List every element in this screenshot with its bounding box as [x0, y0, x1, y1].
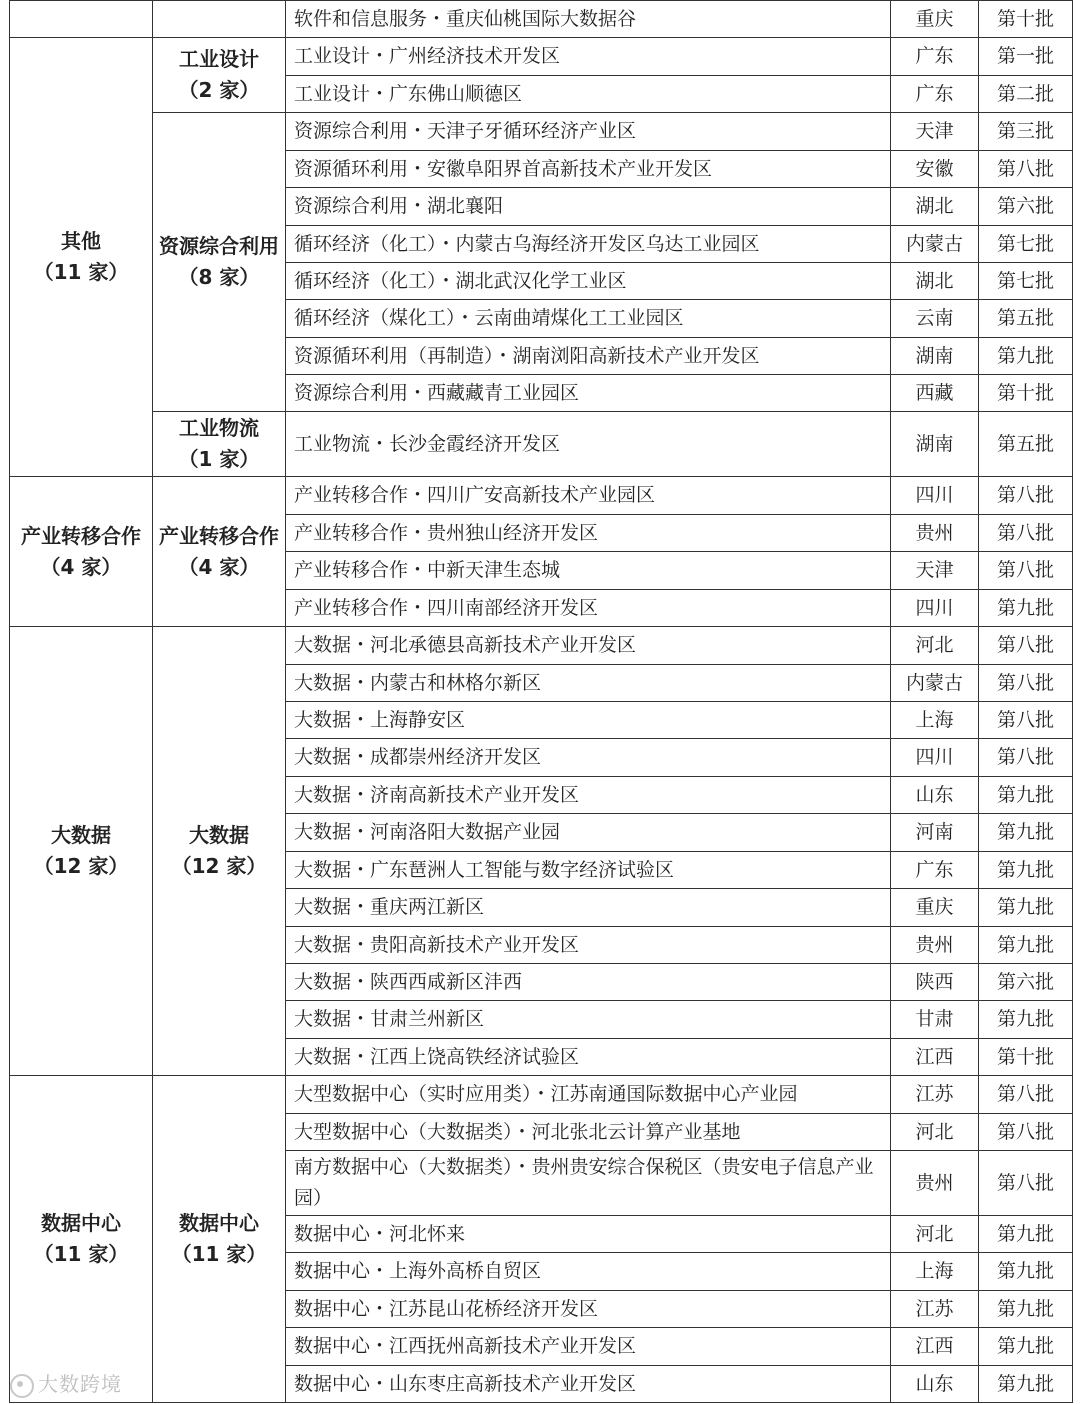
batch-cell: 第五批	[979, 300, 1073, 338]
subcategory-cell	[153, 1076, 286, 1403]
batch-cell: 第八批	[979, 665, 1073, 702]
watermark	[10, 1368, 122, 1398]
park-name-cell: 资源循环利用・安徽阜阳界首高新技术产业开发区	[286, 151, 891, 188]
province-cell: 湖南	[891, 338, 979, 375]
batch-cell: 第十批	[979, 375, 1073, 412]
batch-cell: 第八批	[979, 739, 1073, 777]
subcategory-cell-count: （2 家）	[178, 78, 260, 102]
park-name-cell: 软件和信息服务・重庆仙桃国际大数据谷	[286, 1, 891, 38]
province-cell: 云南	[891, 300, 979, 338]
table-row	[10, 477, 1073, 515]
category-cell-label: 大数据	[51, 823, 111, 847]
subcategory-cell-label: 资源综合利用	[159, 234, 279, 258]
province-cell: 河北	[891, 1114, 979, 1151]
province-cell: 四川	[891, 477, 979, 515]
park-name-cell: 大型数据中心（实时应用类）・江苏南通国际数据中心产业园	[286, 1076, 891, 1114]
subcategory-cell-label: 数据中心	[179, 1211, 259, 1235]
batch-cell: 第十批	[979, 1, 1073, 38]
park-name-cell: 数据中心・江西抚州高新技术产业开发区	[286, 1328, 891, 1366]
province-cell: 内蒙古	[891, 226, 979, 263]
park-name-cell: 工业设计・广州经济技术开发区	[286, 38, 891, 76]
category-cell-label: 产业转移合作	[21, 523, 141, 548]
province-cell: 湖北	[891, 188, 979, 226]
park-name-cell: 大数据・成都崇州经济开发区	[286, 739, 891, 777]
park-name-cell: 大数据・上海静安区	[286, 702, 891, 739]
batch-cell: 第九批	[979, 927, 1073, 964]
batch-cell: 第八批	[979, 1076, 1073, 1114]
subcategory-cell	[153, 38, 286, 113]
category-cell-count: （11 家）	[33, 260, 129, 284]
subcategory-cell-count: （4 家）	[178, 554, 260, 579]
category-cell	[10, 38, 153, 477]
province-cell: 湖南	[891, 412, 979, 477]
province-cell: 广东	[891, 852, 979, 889]
category-cell-label: 其他	[61, 229, 101, 253]
park-name-cell: 数据中心・江苏昆山花桥经济开发区	[286, 1291, 891, 1328]
batch-cell: 第九批	[979, 777, 1073, 814]
category-cell-empty	[10, 1, 153, 38]
province-cell: 天津	[891, 552, 979, 590]
park-name-cell: 大数据・陕西西咸新区沣西	[286, 964, 891, 1001]
table-row	[10, 1, 1073, 38]
park-name-cell: 工业物流・长沙金霞经济开发区	[286, 412, 891, 477]
category-cell	[10, 1076, 153, 1403]
batch-cell: 第五批	[979, 412, 1073, 477]
watermark-logo-icon	[10, 1374, 34, 1398]
park-name-cell: 大数据・河北承德县高新技术产业开发区	[286, 627, 891, 665]
subcategory-cell	[153, 477, 286, 627]
park-name-cell: 资源循环利用（再制造）・湖南浏阳高新技术产业开发区	[286, 338, 891, 375]
park-name-cell: 大数据・内蒙古和林格尔新区	[286, 665, 891, 702]
park-name-cell: 数据中心・河北怀来	[286, 1216, 891, 1253]
batch-cell: 第九批	[979, 1328, 1073, 1366]
category-cell	[10, 627, 153, 1076]
park-name-cell: 产业转移合作・贵州独山经济开发区	[286, 515, 891, 552]
province-cell: 河北	[891, 1216, 979, 1253]
province-cell: 江苏	[891, 1291, 979, 1328]
batch-cell: 第八批	[979, 151, 1073, 188]
batch-cell: 第八批	[979, 477, 1073, 515]
industrial-park-table	[9, 0, 1073, 1403]
park-name-cell: 循环经济（化工）・湖北武汉化学工业区	[286, 263, 891, 300]
park-name-cell: 数据中心・山东枣庄高新技术产业开发区	[286, 1366, 891, 1403]
province-cell: 广东	[891, 38, 979, 76]
batch-cell: 第九批	[979, 814, 1073, 852]
subcategory-cell	[153, 113, 286, 412]
park-name-cell: 大数据・贵阳高新技术产业开发区	[286, 927, 891, 964]
table-row	[10, 113, 1073, 151]
province-cell: 湖北	[891, 263, 979, 300]
batch-cell: 第六批	[979, 188, 1073, 226]
province-cell: 山东	[891, 1366, 979, 1403]
park-name-cell: 资源综合利用・湖北襄阳	[286, 188, 891, 226]
park-name-cell: 大数据・江西上饶高铁经济试验区	[286, 1039, 891, 1076]
batch-cell: 第九批	[979, 338, 1073, 375]
batch-cell: 第九批	[979, 1253, 1073, 1291]
subcategory-cell-label: 工业物流	[179, 416, 259, 440]
park-name-cell: 资源综合利用・天津子牙循环经济产业区	[286, 113, 891, 151]
park-name-cell: 大数据・河南洛阳大数据产业园	[286, 814, 891, 852]
batch-cell: 第九批	[979, 1291, 1073, 1328]
park-name-cell: 数据中心・上海外高桥自贸区	[286, 1253, 891, 1291]
province-cell: 江西	[891, 1328, 979, 1366]
subcategory-cell-label: 产业转移合作	[159, 523, 279, 548]
table-row	[10, 38, 1073, 76]
province-cell: 四川	[891, 739, 979, 777]
batch-cell: 第十批	[979, 1039, 1073, 1076]
category-cell-count: （12 家）	[33, 854, 129, 878]
park-name-cell: 大数据・重庆两江新区	[286, 889, 891, 927]
subcategory-cell-count: （8 家）	[178, 265, 260, 289]
watermark-text: 大数跨境	[38, 1372, 122, 1396]
park-name-cell: 大数据・济南高新技术产业开发区	[286, 777, 891, 814]
province-cell: 贵州	[891, 927, 979, 964]
batch-cell: 第六批	[979, 964, 1073, 1001]
batch-cell: 第三批	[979, 113, 1073, 151]
park-name-cell: 产业转移合作・四川南部经济开发区	[286, 590, 891, 627]
park-name-cell: 循环经济（化工）・内蒙古乌海经济开发区乌达工业园区	[286, 226, 891, 263]
province-cell: 重庆	[891, 1, 979, 38]
category-cell-count: （11 家）	[33, 1242, 129, 1266]
batch-cell: 第七批	[979, 226, 1073, 263]
category-cell	[10, 477, 153, 627]
subcategory-cell-count: （1 家）	[178, 447, 260, 471]
province-cell: 贵州	[891, 1151, 979, 1216]
table-row	[10, 627, 1073, 665]
subcategory-cell-label: 工业设计	[179, 47, 259, 71]
subcategory-cell-label: 大数据	[189, 823, 249, 847]
province-cell: 安徽	[891, 151, 979, 188]
subcategory-cell-empty	[153, 1, 286, 38]
province-cell: 河南	[891, 814, 979, 852]
batch-cell: 第八批	[979, 1151, 1073, 1216]
batch-cell: 第八批	[979, 1114, 1073, 1151]
province-cell: 天津	[891, 113, 979, 151]
batch-cell: 第九批	[979, 1001, 1073, 1039]
province-cell: 四川	[891, 590, 979, 627]
province-cell: 陕西	[891, 964, 979, 1001]
batch-cell: 第八批	[979, 515, 1073, 552]
province-cell: 广东	[891, 76, 979, 113]
category-cell-label: 数据中心	[41, 1211, 121, 1235]
province-cell: 上海	[891, 702, 979, 739]
subcategory-cell-count: （12 家）	[171, 854, 267, 878]
batch-cell: 第九批	[979, 590, 1073, 627]
subcategory-cell-count: （11 家）	[171, 1242, 267, 1266]
province-cell: 江西	[891, 1039, 979, 1076]
park-name-cell: 工业设计・广东佛山顺德区	[286, 76, 891, 113]
park-name-cell: 循环经济（煤化工）・云南曲靖煤化工工业园区	[286, 300, 891, 338]
batch-cell: 第八批	[979, 627, 1073, 665]
province-cell: 甘肃	[891, 1001, 979, 1039]
province-cell: 西藏	[891, 375, 979, 412]
province-cell: 上海	[891, 1253, 979, 1291]
park-name-cell: 产业转移合作・四川广安高新技术产业园区	[286, 477, 891, 515]
park-name-cell: 产业转移合作・中新天津生态城	[286, 552, 891, 590]
park-name-cell: 大数据・广东琶洲人工智能与数字经济试验区	[286, 852, 891, 889]
park-name-cell: 资源综合利用・西藏藏青工业园区	[286, 375, 891, 412]
category-cell-count: （4 家）	[40, 554, 122, 579]
batch-cell: 第二批	[979, 76, 1073, 113]
batch-cell: 第一批	[979, 38, 1073, 76]
batch-cell: 第八批	[979, 552, 1073, 590]
province-cell: 山东	[891, 777, 979, 814]
province-cell: 江苏	[891, 1076, 979, 1114]
table-body	[10, 1, 1073, 1403]
park-name-cell: 大数据・甘肃兰州新区	[286, 1001, 891, 1039]
table-row	[10, 412, 1073, 477]
park-name-cell: 南方数据中心（大数据类）・贵州贵安综合保税区（贵安电子信息产业园）	[286, 1151, 891, 1216]
province-cell: 重庆	[891, 889, 979, 927]
table-row	[10, 1076, 1073, 1114]
batch-cell: 第九批	[979, 1366, 1073, 1403]
park-name-cell: 大型数据中心（大数据类）・河北张北云计算产业基地	[286, 1114, 891, 1151]
batch-cell: 第九批	[979, 889, 1073, 927]
subcategory-cell	[153, 627, 286, 1076]
subcategory-cell	[153, 412, 286, 477]
province-cell: 内蒙古	[891, 665, 979, 702]
batch-cell: 第九批	[979, 1216, 1073, 1253]
province-cell: 河北	[891, 627, 979, 665]
province-cell: 贵州	[891, 515, 979, 552]
batch-cell: 第七批	[979, 263, 1073, 300]
batch-cell: 第九批	[979, 852, 1073, 889]
batch-cell: 第八批	[979, 702, 1073, 739]
